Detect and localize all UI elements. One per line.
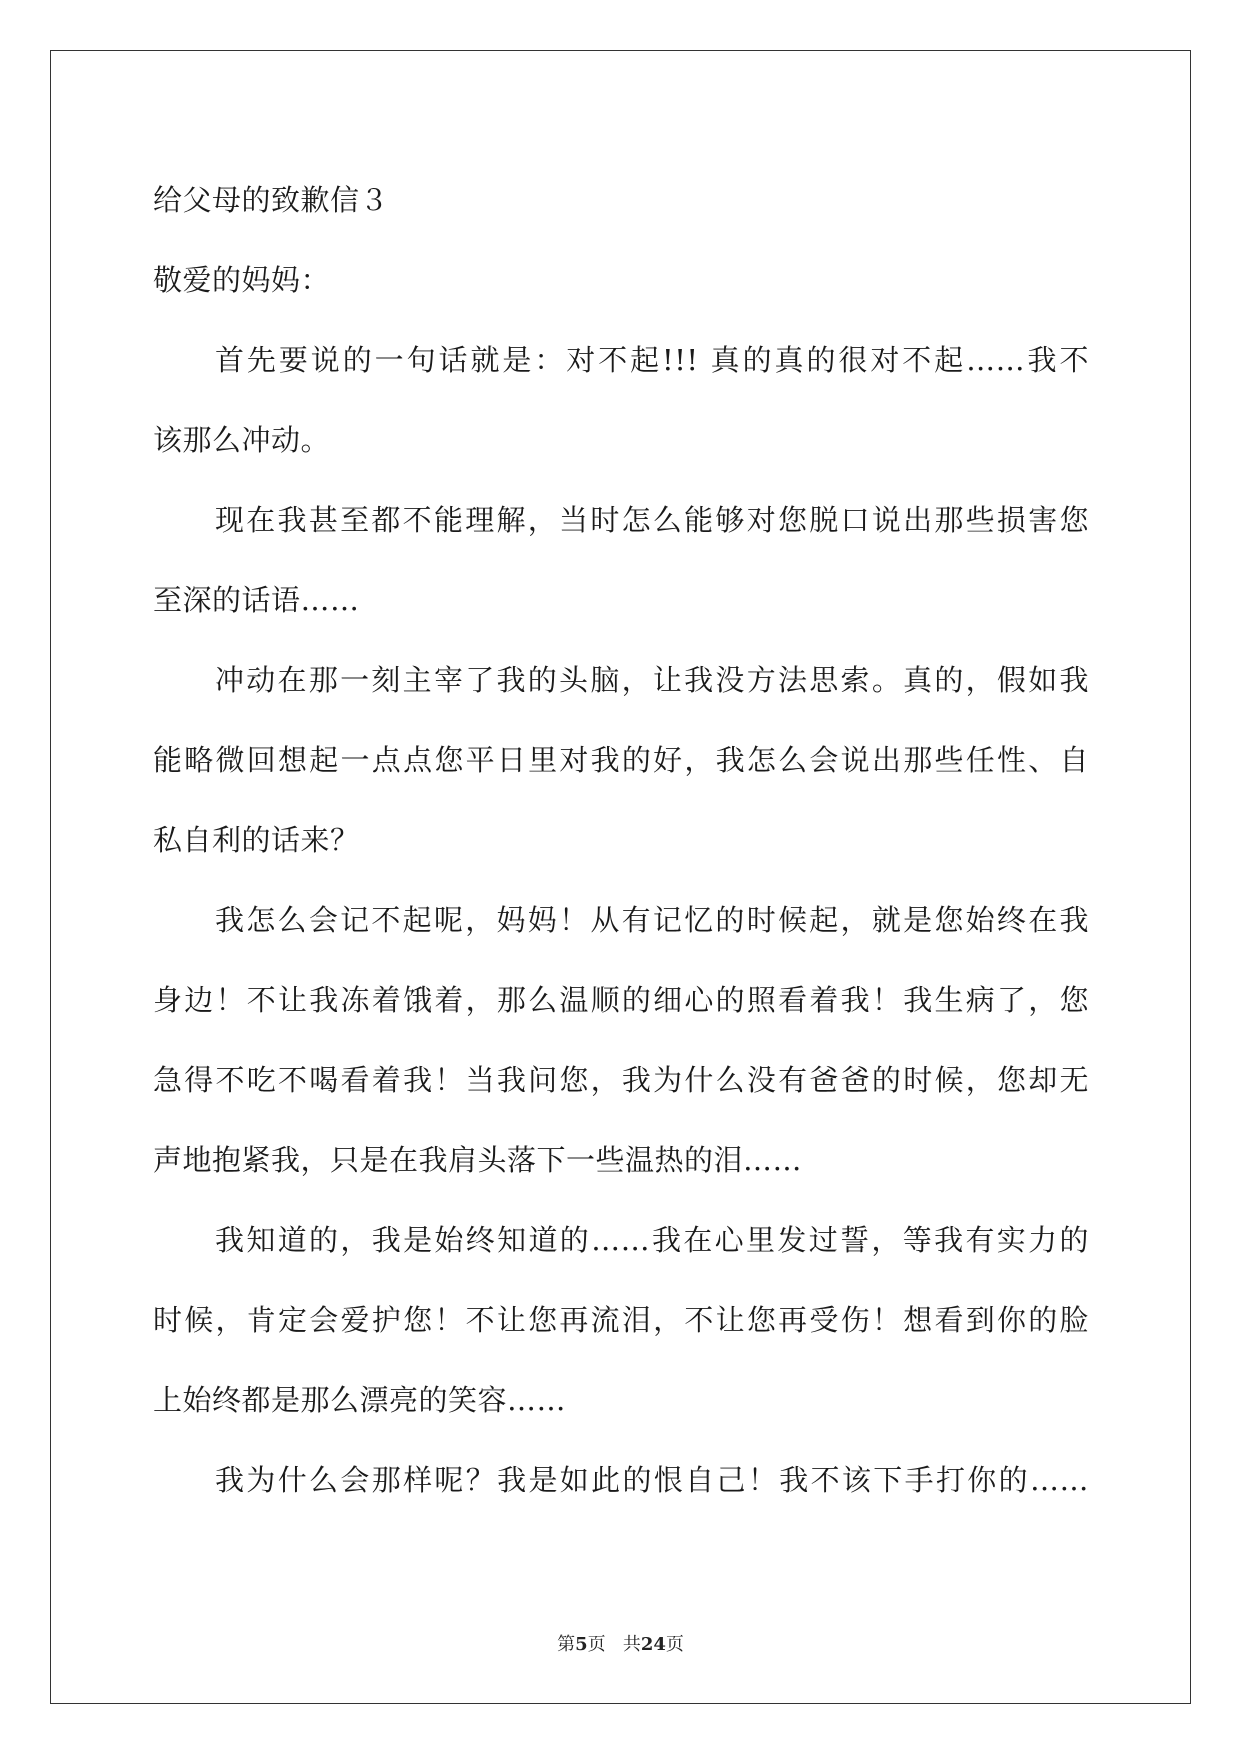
letter-body	[153, 160, 1089, 1520]
paragraph-line: 我知道的，我是始终知道的……我在心里发过誓，等我有实力的	[215, 1223, 1089, 1257]
paragraph-line: 能略微回想起一点点您平日里对我的好，我怎么会说出那些任性、自	[153, 743, 1089, 777]
paragraph-line: 急得不吃不喝看着我！当我问您，我为什么没有爸爸的时候，您却无	[153, 1063, 1089, 1097]
paragraph-line: 上始终都是那么漂亮的笑容……	[153, 1383, 567, 1417]
page-prefix: 第	[557, 1634, 576, 1655]
paragraph-line: 该那么冲动。	[153, 423, 331, 457]
total-prefix: 共	[622, 1634, 641, 1655]
paragraph-line: 至深的话语……	[153, 583, 360, 617]
paragraph-line: 我为什么会那样呢？我是如此的恨自己！我不该下手打你的……	[215, 1463, 1089, 1497]
page-suffix: 页	[587, 1634, 606, 1655]
paragraph-line: 身边！不让我冻着饿着，那么温顺的细心的照看着我！我生病了，您	[153, 983, 1089, 1017]
paragraph-line: 冲动在那一刻主宰了我的头脑，让我没方法思索。真的，假如我	[215, 663, 1089, 697]
paragraph-line: 声地抱紧我，只是在我肩头落下一些温热的泪……	[153, 1143, 803, 1177]
page-number: 5	[575, 1634, 588, 1655]
paragraph-line: 我怎么会记不起呢，妈妈！从有记忆的时候起，就是您始终在我	[215, 903, 1089, 937]
paragraph-line: 私自利的话来？	[153, 823, 360, 857]
page-footer	[0, 1630, 1241, 1656]
letter-salutation: 敬爱的妈妈：	[153, 263, 331, 297]
total-suffix: 页	[665, 1634, 684, 1655]
total-pages: 24	[640, 1634, 666, 1655]
paragraph-line: 时候，肯定会爱护您！不让您再流泪，不让您再受伤！想看到你的脸	[153, 1303, 1089, 1337]
paragraph-line: 现在我甚至都不能理解，当时怎么能够对您脱口说出那些损害您	[215, 503, 1089, 537]
letter-title: 给父母的致歉信３	[153, 183, 390, 217]
paragraph-line: 首先要说的一句话就是：对不起!!! 真的真的很对不起……我不	[215, 343, 1089, 377]
